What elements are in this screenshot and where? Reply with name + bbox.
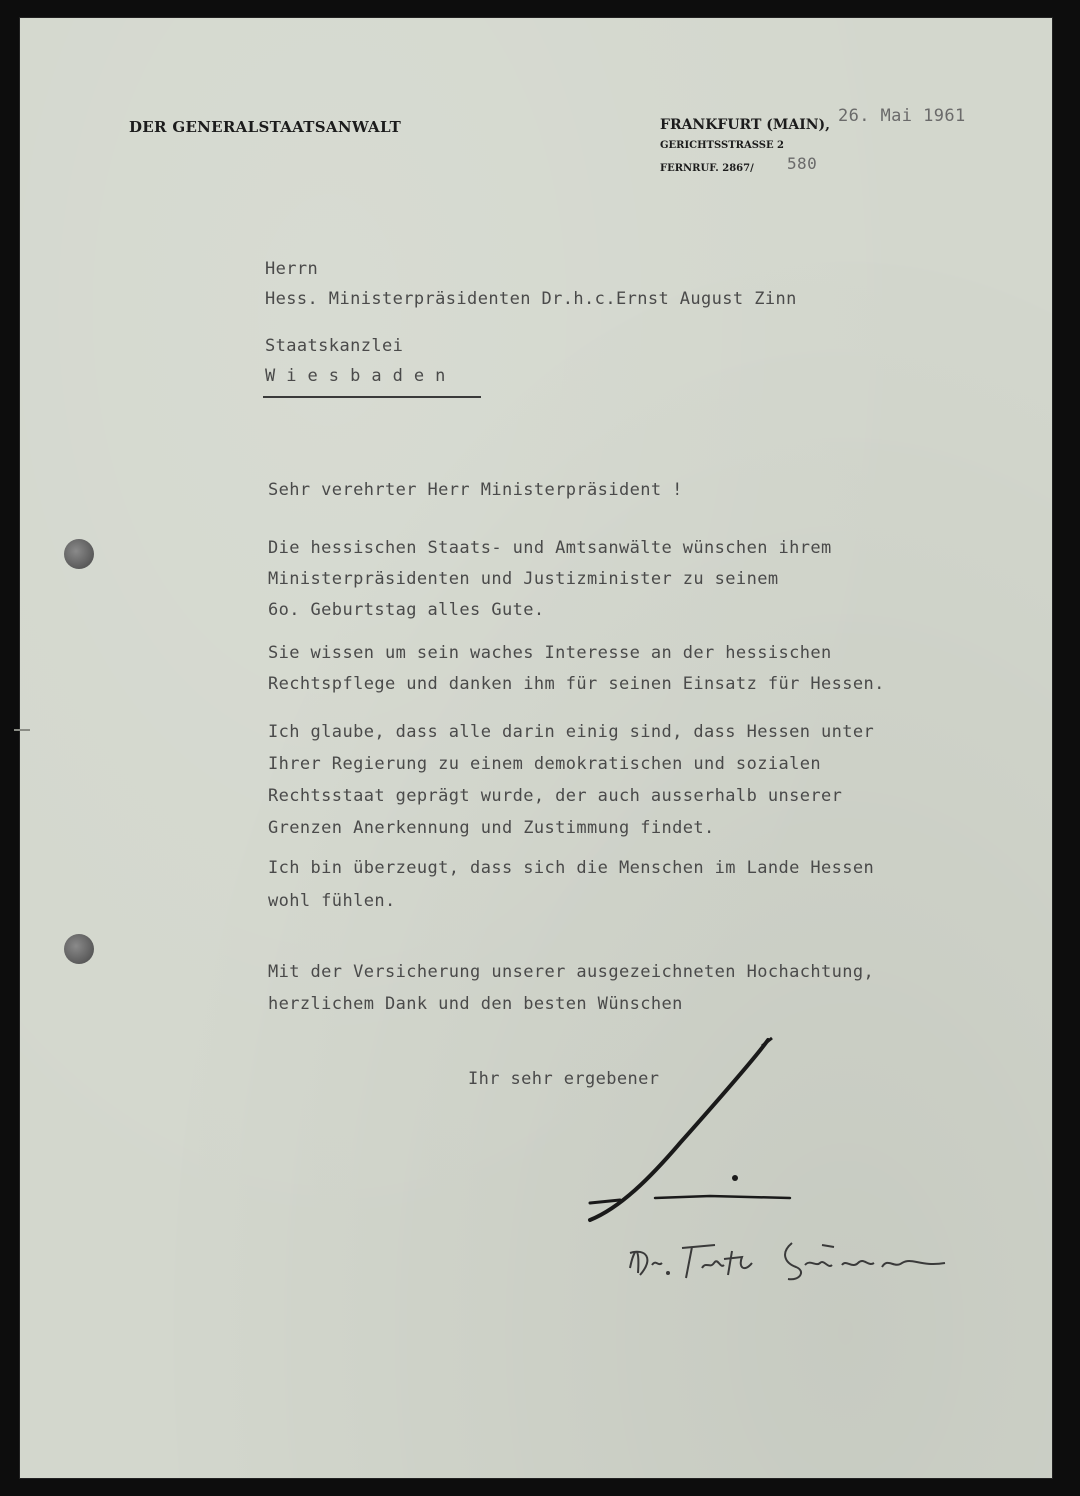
body-line: wohl fühlen. xyxy=(268,891,396,911)
closing-line: Mit der Versicherung unserer ausgezeichneten Hochachtung, xyxy=(268,962,875,982)
body-line: Ministerpräsidenten und Justizminister zu seinem xyxy=(268,569,779,589)
body-line: Rechtspflege und danken ihm für seinen Einsatz für Hessen. xyxy=(268,674,885,694)
signature-name xyxy=(620,1223,960,1293)
body-line: Grenzen Anerkennung und Zustimmung findet. xyxy=(268,818,715,838)
address-salutation: Herrn xyxy=(265,259,319,279)
body-line: Ich glaube, dass alle darin einig sind, dass Hessen unter xyxy=(268,722,875,742)
body-line: Ich bin überzeugt, dass sich die Menschen im Lande Hessen xyxy=(268,858,875,878)
letter-page xyxy=(20,18,1052,1478)
letter-date: 26. Mai 1961 xyxy=(838,106,966,126)
phone-extension: 580 xyxy=(787,154,818,173)
valediction: Ihr sehr ergebener xyxy=(468,1069,660,1089)
address-city: W i e s b a d e n xyxy=(265,366,446,386)
address-recipient: Hess. Ministerpräsidenten Dr.h.c.Ernst August Zinn xyxy=(265,289,797,309)
body-line: Sie wissen um sein waches Interesse an der hessischen xyxy=(268,643,832,663)
letterhead-street: GERICHTSSTRASSE 2 xyxy=(660,140,785,151)
letterhead-city: FRANKFURT (MAIN), xyxy=(660,117,831,133)
address-office: Staatskanzlei xyxy=(265,336,404,356)
body-line: Die hessischen Staats- und Amtsanwälte wünschen ihrem xyxy=(268,538,832,558)
fold-mark xyxy=(14,729,30,731)
body-line: Ihrer Regierung zu einem demokratischen und sozialen xyxy=(268,754,822,774)
body-line: 6o. Geburtstag alles Gute. xyxy=(268,600,545,620)
signature-stroke xyxy=(550,1028,810,1228)
punch-hole xyxy=(64,539,94,569)
punch-hole xyxy=(64,934,94,964)
address-underline xyxy=(263,396,481,398)
greeting: Sehr verehrter Herr Ministerpräsident ! xyxy=(268,480,683,500)
body-line: Rechtsstaat geprägt wurde, der auch ausserhalb unserer xyxy=(268,786,843,806)
letterhead-office: DER GENERALSTAATSANWALT xyxy=(129,118,402,136)
letterhead-phone: FERNRUF. 2867/ xyxy=(660,163,754,174)
closing-line: herzlichem Dank und den besten Wünschen xyxy=(268,994,683,1014)
